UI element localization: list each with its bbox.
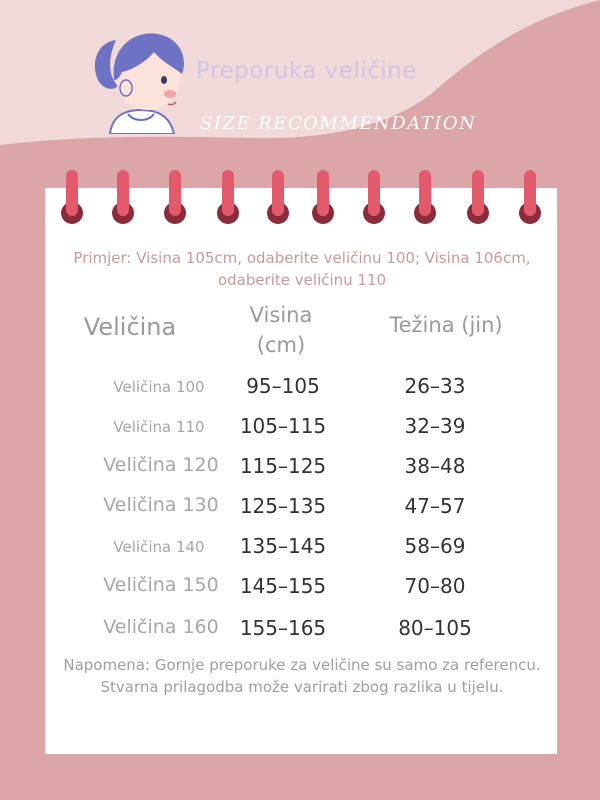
header-size: Veličina [83,313,177,341]
row-weight: 26–33 [404,374,466,398]
table-row [0,374,600,414]
row-size: Veličina 100 [113,378,205,396]
binder-ring-icon [112,170,134,224]
row-height: 105–115 [239,414,327,438]
table-row [0,494,600,534]
table-row [0,574,600,614]
binder-ring-icon [312,170,334,224]
row-weight: 32–39 [404,414,466,438]
row-size: Veličina 120 [103,454,219,476]
binder-ring-icon [414,170,436,224]
row-size: Veličina 150 [103,574,219,596]
row-size: Veličina 160 [103,616,219,638]
row-height: 95–105 [246,374,320,398]
row-weight: 38–48 [404,454,466,478]
header-subtitle: SIZE RECOMMENDATION [200,113,477,134]
binder-ring-icon [363,170,385,224]
row-weight: 47–57 [404,494,466,518]
row-height: 115–125 [239,454,327,478]
table-row [0,454,600,494]
row-size: Veličina 130 [103,494,219,516]
example-hint: Primjer: Visina 105cm, odaberite veličinu 100; Visina 106cm, odaberite veličinu 110 [73,249,531,289]
row-size: Veličina 140 [113,538,205,556]
binder-ring-icon [164,170,186,224]
row-height: 145–155 [239,574,327,598]
header-height-line1: Visina [249,303,313,327]
binder-ring-icon [267,170,289,224]
header-height-line2: (cm) [256,333,306,357]
row-weight: 80–105 [398,616,472,640]
binder-ring-icon [217,170,239,224]
header-weight: Težina (jin) [389,313,503,337]
row-size: Veličina 110 [113,418,205,436]
binder-ring-icon [61,170,83,224]
girl-avatar-icon [88,22,198,134]
table-row [0,414,600,454]
disclaimer-note: Napomena: Gornje preporuke za veličine su samo za referencu. Stvarna prilagodba može varirati zbog razlika u tijelu. [63,656,541,696]
table-row [0,616,600,656]
row-weight: 58–69 [404,534,466,558]
binder-ring-icon [519,170,541,224]
row-height: 125–135 [239,494,327,518]
row-height: 135–145 [239,534,327,558]
row-weight: 70–80 [404,574,466,598]
binder-rings [0,168,600,228]
row-height: 155–165 [239,616,327,640]
table-row [0,534,600,574]
binder-ring-icon [467,170,489,224]
header-title: Preporuka veličine [196,58,417,84]
header-height [226,300,336,360]
